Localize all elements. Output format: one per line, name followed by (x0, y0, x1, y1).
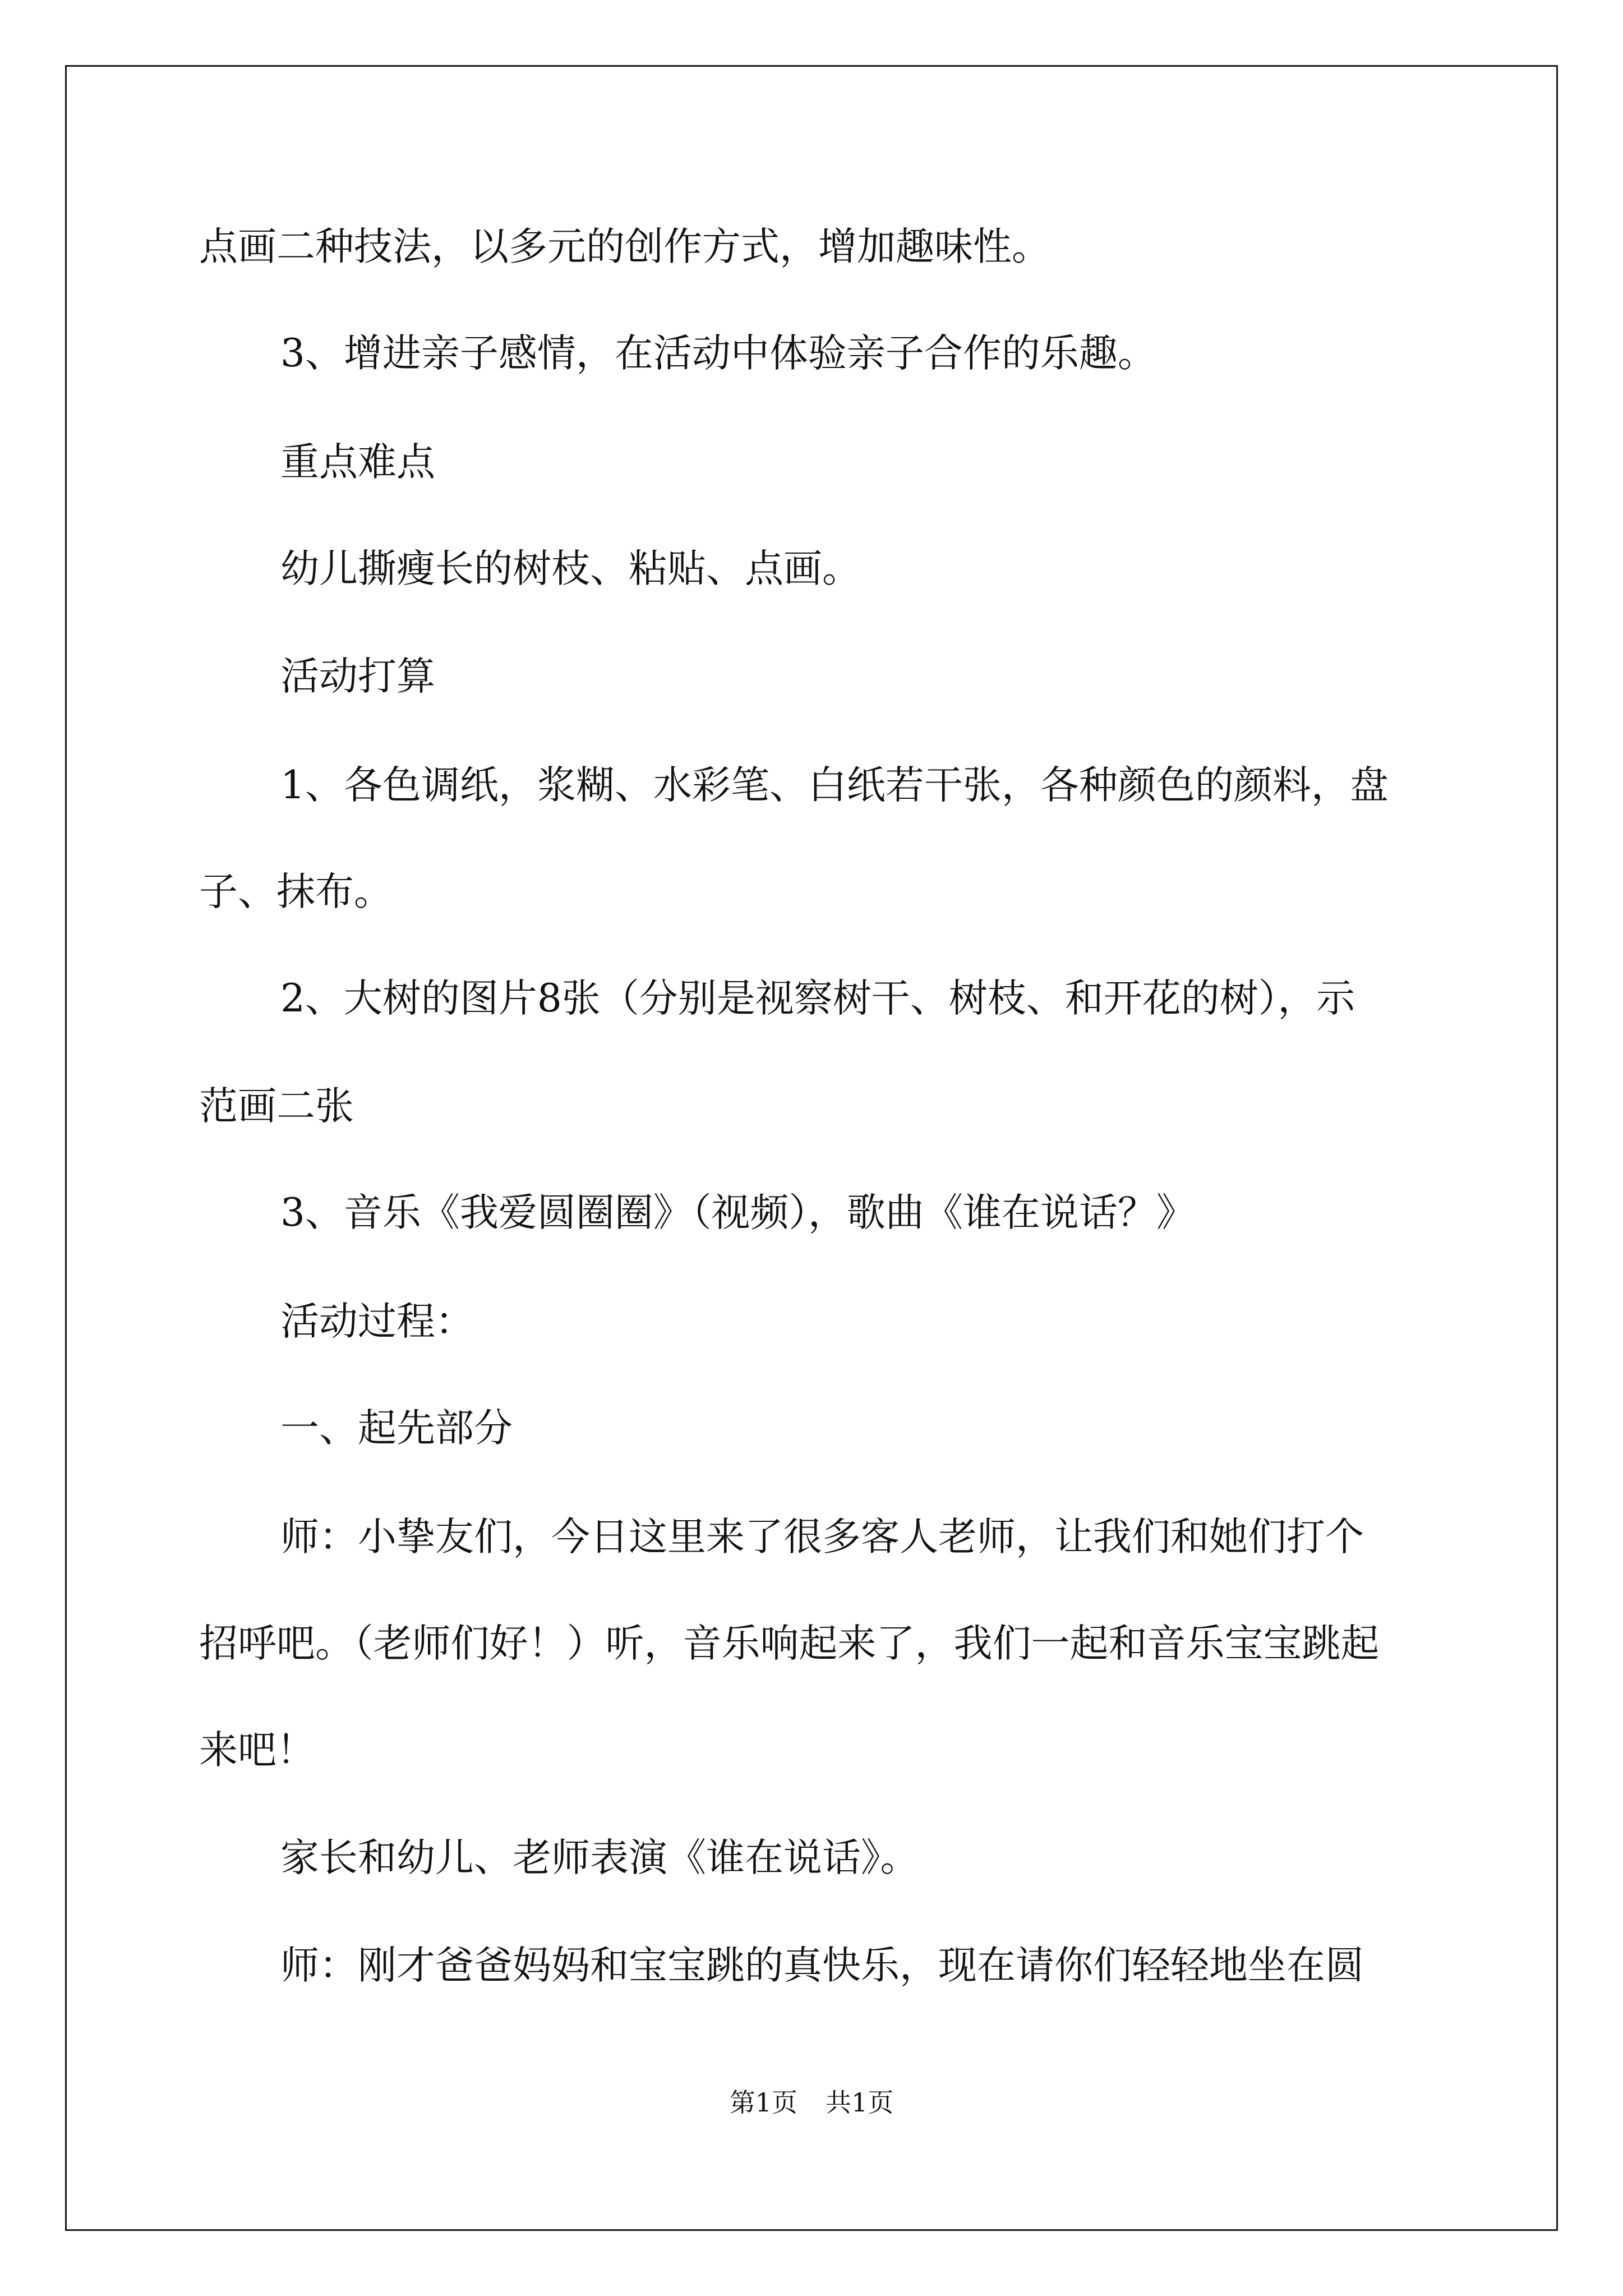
text-line: 3、增进亲子感情，在活动中体验亲子合作的乐趣。 (280, 331, 1156, 376)
text-line: 师：刚才爸爸妈妈和宝宝跳的真快乐，现在请你们轻轻地坐在圆 (280, 1943, 1364, 1988)
text-line: 家长和幼儿、老师表演《谁在说话》。 (280, 1835, 919, 1880)
section-heading: 活动过程： (280, 1299, 474, 1344)
section-heading: 活动打算 (280, 654, 435, 699)
section-heading: 一、起先部分 (280, 1406, 513, 1451)
page-number: 第1页 (729, 2087, 797, 2118)
text-line: 3、音乐《我爱圆圈圈》（视频），歌曲《谁在说话？》 (280, 1190, 1195, 1235)
section-heading: 重点难点 (280, 440, 435, 485)
text-line: 来吧！ (199, 1728, 315, 1773)
text-line: 招呼吧。（老师们好！）听，音乐响起来了，我们一起和音乐宝宝跳起 (199, 1621, 1380, 1666)
page-total: 共1页 (826, 2087, 894, 2118)
page-footer (0, 2082, 1623, 2119)
text-line: 范画二张 (199, 1084, 354, 1129)
text-line: 子、抹布。 (199, 869, 393, 914)
text-line: 2、大树的图片8张（分别是视察树干、树枝、和开花的树），示 (280, 976, 1355, 1021)
text-line: 1、各色调纸，浆糊、水彩笔、白纸若干张，各种颜色的颜料，盘 (280, 763, 1389, 808)
text-line: 点画二种技法，以多元的创作方式，增加趣味性。 (199, 224, 1050, 269)
page-border (65, 65, 1558, 2231)
text-line: 师：小挚友们，今日这里来了很多客人老师，让我们和她们打个 (280, 1515, 1364, 1559)
text-line: 幼儿撕瘦长的树枝、粘贴、点画。 (280, 546, 861, 591)
